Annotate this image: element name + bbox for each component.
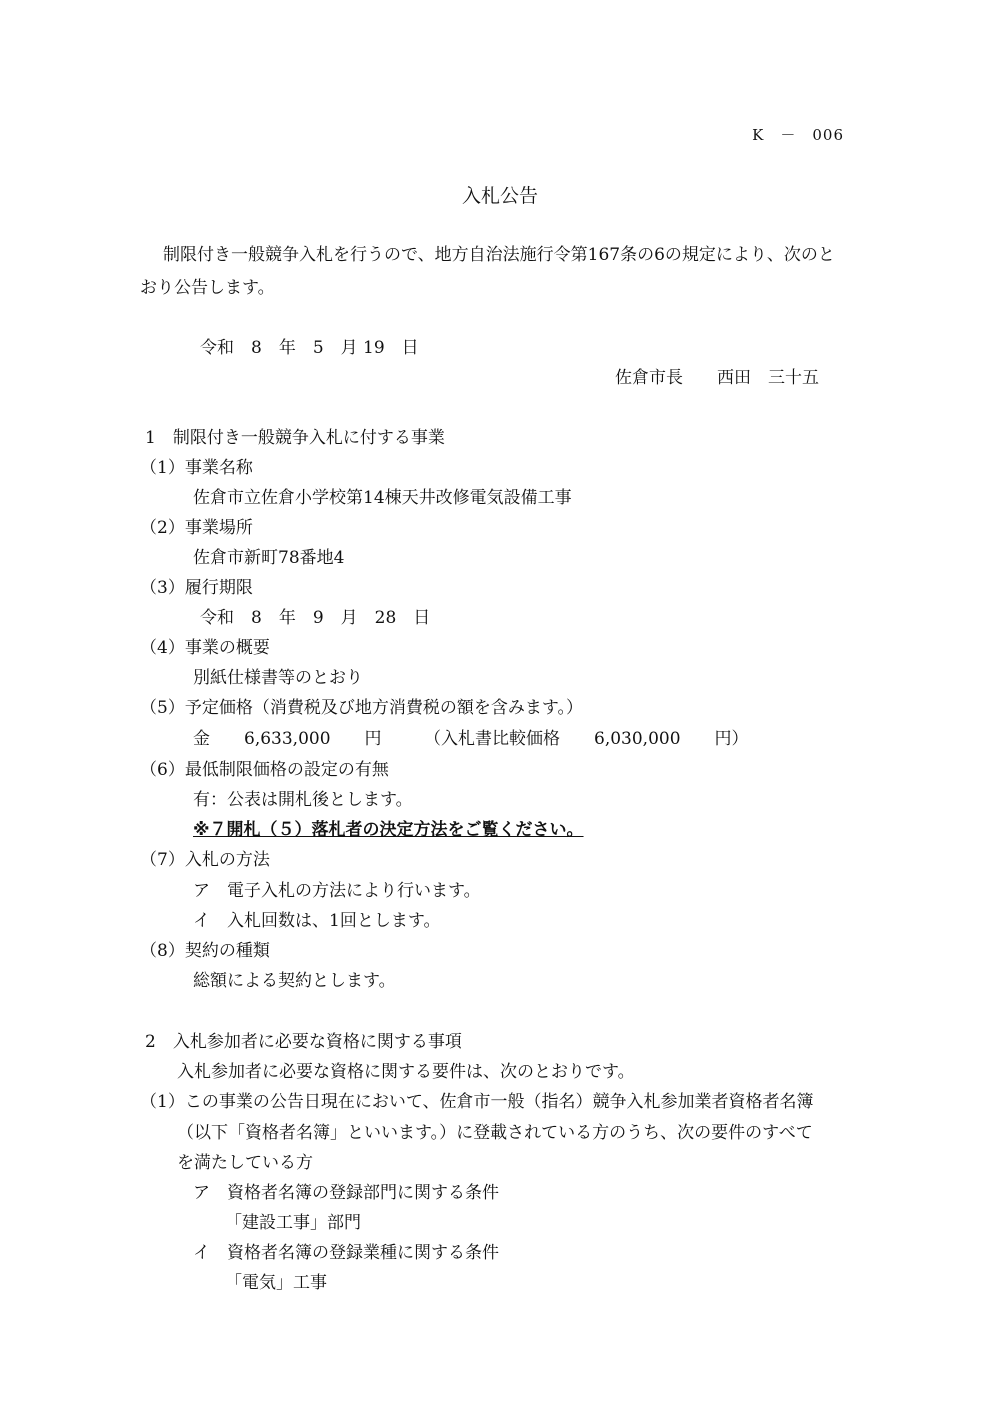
- item-1-7-label: （7）入札の方法: [140, 850, 270, 870]
- item-2-1-line-2: （以下「資格者名簿」といいます。）に登載されている方のうち、次の要件のすべて: [177, 1123, 813, 1143]
- item-1-8-label: （8）契約の種類: [140, 941, 270, 961]
- item-1-8-value: 総額による契約とします。: [193, 971, 396, 991]
- item-2-1-line-3: を満たしている方: [177, 1153, 313, 1173]
- issuer-name: 佐倉市長 西田 三十五: [615, 368, 819, 388]
- item-1-6-label: （6）最低制限価格の設定の有無: [140, 760, 389, 780]
- item-1-7-a: ア 電子入札の方法により行います。: [193, 881, 481, 901]
- item-1-6-note: ※７開札（５）落札者の決定方法をご覧ください。: [193, 820, 584, 840]
- item-1-3-value: 令和 8 年 9 月 28 日: [200, 608, 431, 628]
- item-1-2-label: （2）事業場所: [140, 518, 253, 538]
- intro-line-2: おり公告します。: [140, 278, 275, 298]
- item-1-5-label: （5）予定価格（消費税及び地方消費税の額を含みます。）: [140, 698, 583, 718]
- section-1-heading: 1 制限付き一般競争入札に付する事業: [145, 428, 445, 448]
- item-1-4-label: （4）事業の概要: [140, 638, 270, 658]
- section-2-heading: 2 入札参加者に必要な資格に関する事項: [145, 1032, 462, 1052]
- item-2-1-i-label: イ 資格者名簿の登録業種に関する条件: [193, 1243, 499, 1263]
- item-1-6-value: 有：公表は開札後とします。: [193, 790, 413, 810]
- item-1-5-value: 金 6,633,000 円 （入札書比較価格 6,030,000 円）: [193, 729, 749, 749]
- item-2-1-line-1: （1）この事業の公告日現在において、佐倉市一般（指名）競争入札参加業者資格者名簿: [140, 1092, 814, 1112]
- section-2-intro: 入札参加者に必要な資格に関する要件は、次のとおりです。: [177, 1062, 635, 1082]
- notice-date: 令和 8 年 5 月 19 日: [200, 338, 419, 358]
- intro-line-1: 制限付き一般競争入札を行うので、地方自治法施行令第167条の6の規定により、次のと: [163, 245, 835, 265]
- item-1-7-i: イ 入札回数は、1回とします。: [193, 911, 441, 931]
- page-title: 入札公告: [461, 185, 538, 207]
- item-1-3-label: （3）履行期限: [140, 578, 253, 598]
- document-code: K － 006: [752, 126, 844, 144]
- item-2-1-i-value: 「電気」工事: [225, 1273, 327, 1293]
- item-1-1-label: （1）事業名称: [140, 458, 253, 478]
- item-1-1-value: 佐倉市立佐倉小学校第14棟天井改修電気設備工事: [193, 488, 572, 508]
- item-2-1-a-label: ア 資格者名簿の登録部門に関する条件: [193, 1183, 499, 1203]
- item-2-1-a-value: 「建設工事」部門: [225, 1213, 361, 1233]
- item-1-2-value: 佐倉市新町78番地4: [193, 548, 345, 568]
- item-1-4-value: 別紙仕様書等のとおり: [193, 668, 363, 688]
